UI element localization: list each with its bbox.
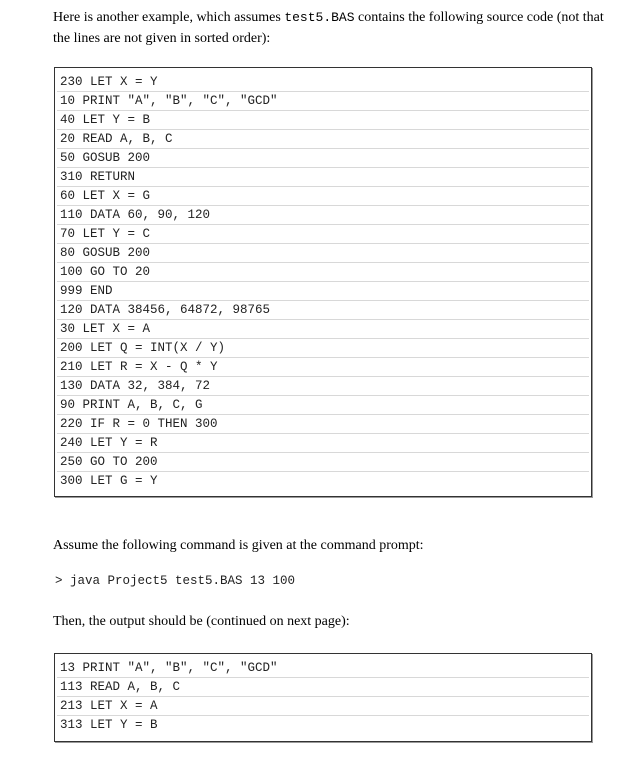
source-code-line: 100 GO TO 20 [55,263,591,282]
intro-text-after: contains the following source code (not that the lines are not given in sorted order): [53,10,604,46]
source-code-line: 80 GOSUB 200 [55,244,591,263]
output-code-lines [55,654,591,735]
output-code-line: 313 LET Y = B [60,718,158,732]
source-code-line: 70 LET Y = C [55,225,591,244]
assume-paragraph: Assume the following command is given at the command prompt: [53,538,424,553]
source-code-line: 230 LET X = Y [55,73,591,92]
command-line: > java Project5 test5.BAS 13 100 [55,574,296,588]
source-code-line: 10 PRINT "A", "B", "C", "GCD" [55,92,591,111]
source-code-line: 110 DATA 60, 90, 120 [55,206,591,225]
output-code-line: 213 LET X = A [55,697,591,716]
source-code-line: 60 LET X = G [55,187,591,206]
source-code-line: 200 LET Q = INT(X / Y) [55,339,591,358]
source-code-line: 300 LET G = Y [60,474,158,488]
source-code-line: 90 PRINT A, B, C, G [55,396,591,415]
source-code-line: 310 RETURN [55,168,591,187]
source-code-line: 50 GOSUB 200 [55,149,591,168]
output-code-line: 113 READ A, B, C [55,678,591,697]
source-code-line: 130 DATA 32, 384, 72 [55,377,591,396]
source-code-line: 30 LET X = A [55,320,591,339]
source-code-box [54,67,592,497]
output-code-line: 13 PRINT "A", "B", "C", "GCD" [55,659,591,678]
then-paragraph: Then, the output should be (continued on next page): [53,614,350,629]
intro-paragraph [53,7,613,49]
source-code-line: 250 GO TO 200 [55,453,591,472]
source-code-lines [55,68,591,491]
filename-inline-code: test5.BAS [284,10,355,25]
source-code-line: 210 LET R = X - Q * Y [55,358,591,377]
source-code-line: 999 END [55,282,591,301]
source-code-line: 120 DATA 38456, 64872, 98765 [55,301,591,320]
intro-text-before: Here is another example, which assumes [53,10,285,25]
source-code-line: 240 LET Y = R [55,434,591,453]
source-code-line: 220 IF R = 0 THEN 300 [55,415,591,434]
source-code-line: 40 LET Y = B [55,111,591,130]
source-code-line: 20 READ A, B, C [55,130,591,149]
output-code-box [54,653,592,742]
